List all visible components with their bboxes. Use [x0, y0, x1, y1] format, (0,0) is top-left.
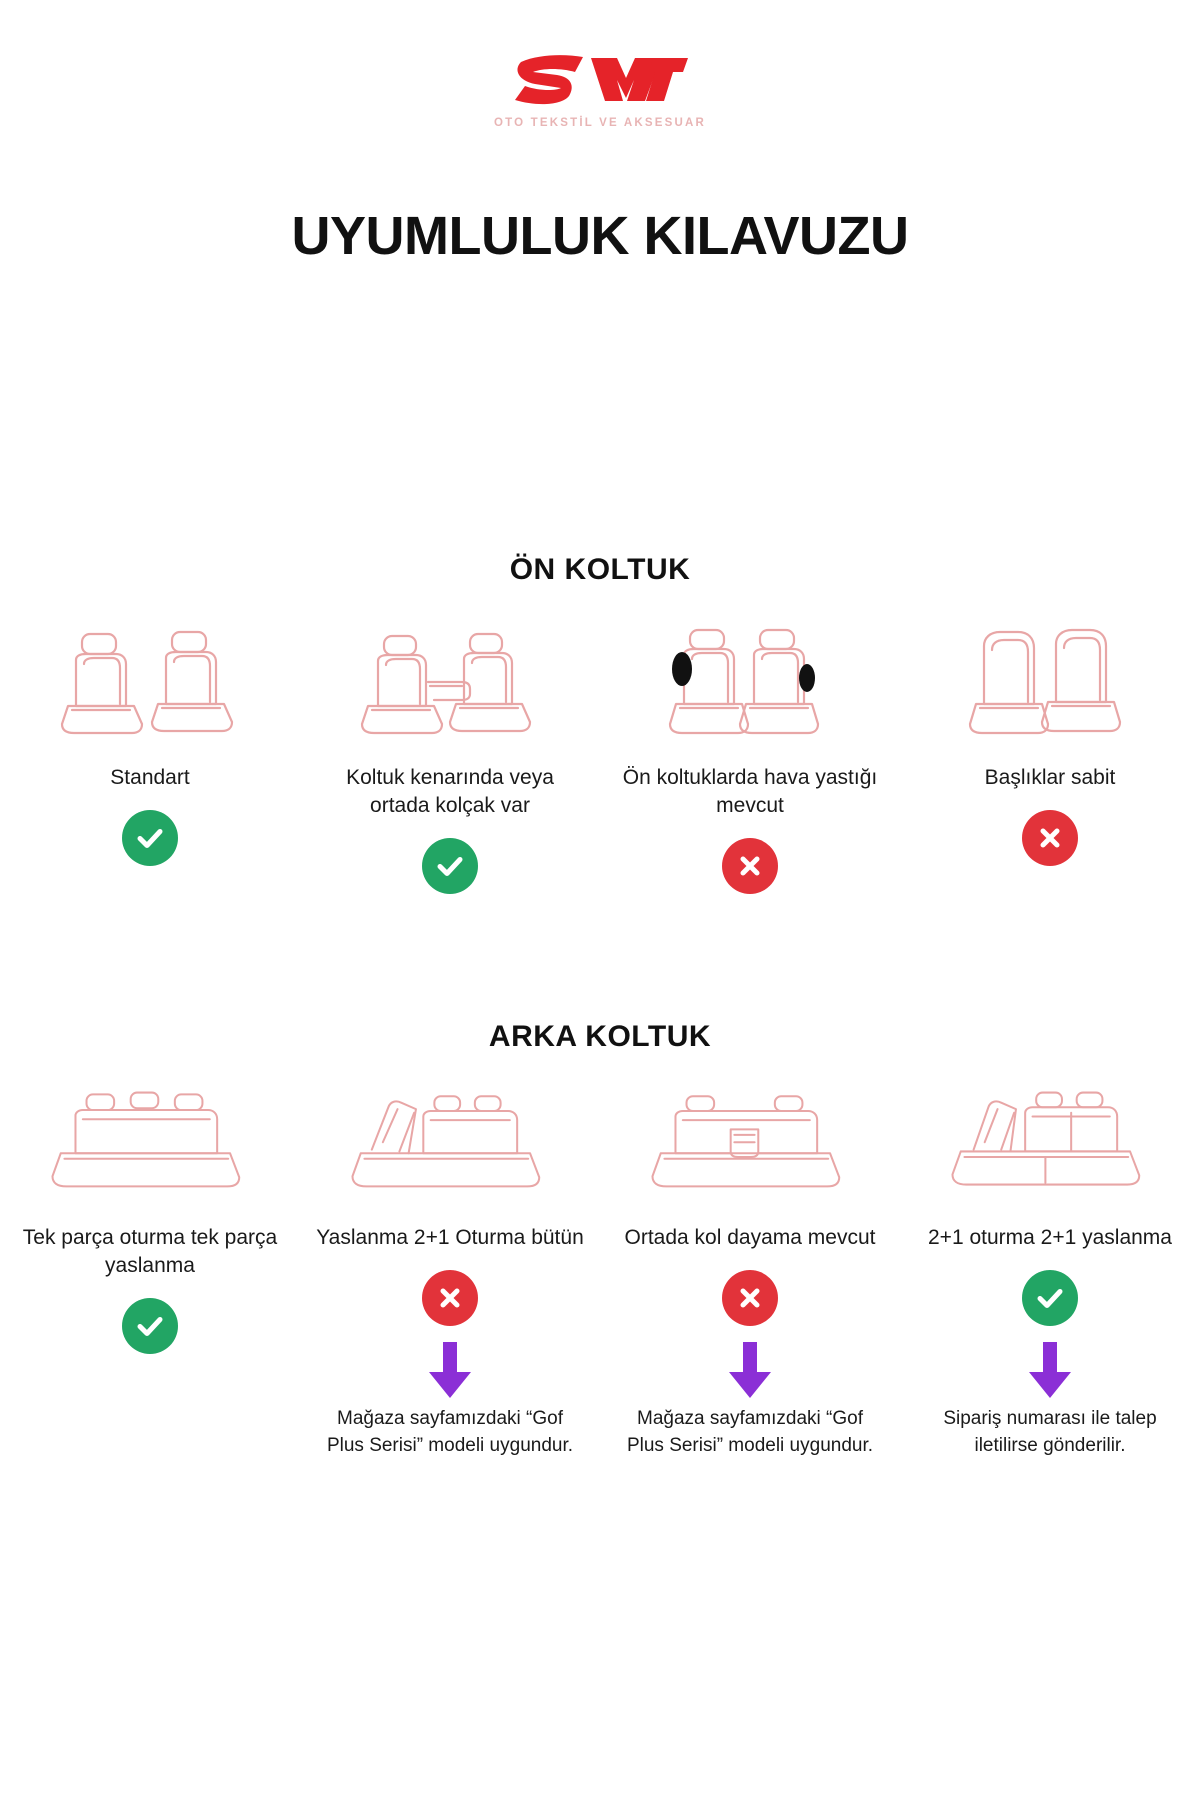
guide-item-caption: Koltuk kenarında veya ortada kolçak var: [346, 766, 554, 817]
guide-item: [900, 620, 1200, 974]
guide-item: [300, 1080, 600, 1460]
arrow-down-icon: [427, 1342, 473, 1400]
guide-item-caption: Yaslanma 2+1 Oturma bütün: [316, 1226, 584, 1249]
guide-item-caption: Ön koltuklarda hava yastığı mevcut: [622, 766, 878, 817]
rear-seat-bench-icon: [35, 1080, 265, 1210]
status-badge-ok: [1022, 1270, 1078, 1326]
front-seat-armrest-icon: [335, 620, 565, 750]
brand-tagline: OTO TEKSTİL VE AKSESUAR: [493, 117, 707, 129]
front-seat-row: [0, 620, 1200, 974]
guide-item: [900, 1080, 1200, 1460]
guide-item: [0, 620, 300, 974]
section-heading-front: ÖN KOLTUK: [509, 553, 691, 586]
guide-item: [600, 620, 900, 974]
guide-item-note: Mağaza sayfamızdaki “Gof Plus Serisi” modeli uygundur.: [326, 1407, 574, 1456]
cross-icon: [733, 849, 767, 883]
arrow-down-icon: [727, 1342, 773, 1400]
front-seat-standard-icon: [35, 620, 265, 750]
front-seat-airbag-icon: [635, 620, 865, 750]
rear-seat-split-full-icon: [935, 1080, 1165, 1210]
rear-seat-row: [0, 1080, 1200, 1460]
guide-item-note: Sipariş numarası ile talep iletilirse gönderilir.: [943, 1407, 1157, 1456]
guide-item: [600, 1080, 900, 1460]
guide-item-caption: 2+1 oturma 2+1 yaslanma: [928, 1226, 1172, 1249]
front-seat-fixed-headrest-icon: [935, 620, 1165, 750]
guide-item-caption: Başlıklar sabit: [984, 766, 1116, 789]
status-badge-no: [1022, 810, 1078, 866]
cross-icon: [1033, 821, 1067, 855]
cross-icon: [433, 1281, 467, 1315]
guide-item-caption: Tek parça oturma tek parça yaslanma: [22, 1226, 278, 1277]
arrow-down-icon: [1027, 1342, 1073, 1400]
guide-item: [300, 620, 600, 974]
status-badge-no: [422, 1270, 478, 1326]
brand-logo: [0, 48, 1200, 129]
status-badge-ok: [422, 838, 478, 894]
cross-icon: [733, 1281, 767, 1315]
smt-logo-icon: [513, 48, 688, 110]
check-icon: [433, 849, 467, 883]
check-icon: [133, 1309, 167, 1343]
rear-seat-center-armrest-icon: [635, 1080, 865, 1210]
rear-seat-split-back-icon: [335, 1080, 565, 1210]
status-badge-no: [722, 1270, 778, 1326]
check-icon: [1033, 1281, 1067, 1315]
guide-item-caption: Ortada kol dayama mevcut: [624, 1226, 876, 1249]
check-icon: [133, 821, 167, 855]
guide-item-caption: Standart: [110, 766, 190, 789]
status-badge-ok: [122, 1298, 178, 1354]
status-badge-no: [722, 838, 778, 894]
section-heading-rear: ARKA KOLTUK: [488, 1020, 712, 1053]
guide-item: [0, 1080, 300, 1460]
guide-item-note: Mağaza sayfamızdaki “Gof Plus Serisi” modeli uygundur.: [626, 1407, 874, 1456]
status-badge-ok: [122, 810, 178, 866]
page-title: UYUMLULUK KILAVUZU: [291, 206, 909, 266]
